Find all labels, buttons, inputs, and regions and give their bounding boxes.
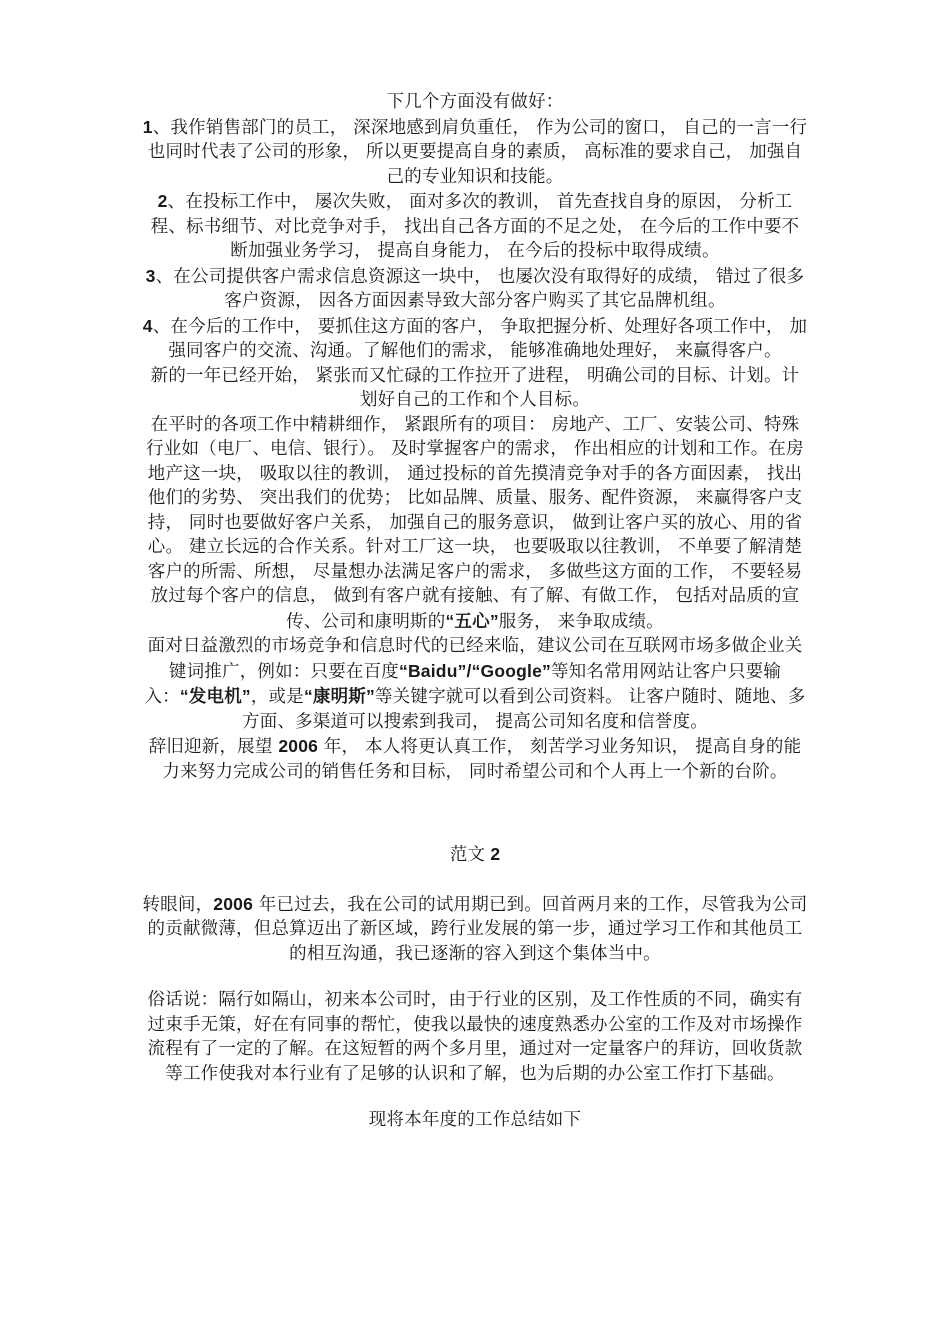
paragraph-spacer	[142, 1086, 808, 1108]
sample-paragraph-2: 俗话说：隔行如隔山，初来本公司时，由于行业的区别，及工作性质的不同，确实有过束手无策，好在有同事的帮忙，使我以最快的速度熟悉办公室的工作及对市场操作流程有了一定的了解。在这短暂的两个多月里，通过对一定量客户的拜访，回收货款等工作使我对本行业有了足够的认识和了解，也为后期的办公室工作打下基础。	[147, 990, 803, 1084]
item-text: 、我作销售部门的员工， 深深地感到肩负重任， 作为公司的窗口， 自己的一言一行也同时代表了公司的形象， 所以更要提高自身的素质， 高标准的要求自己， 加强自己的专业知识和技能。	[147, 117, 808, 187]
item-text: 、在投标工作中， 屡次失败， 面对多次的教训， 首先查找自身的原因， 分析工程、标书细节、对比竞争对手， 找出自己各方面的不足之处， 在今后的工作中要不断加强业务学习， 提高自身能力， 在今后的投标中取得成绩。	[150, 192, 800, 261]
list-item-2	[142, 189, 808, 264]
sample-paragraph-1	[142, 892, 808, 967]
heading-number: 2	[490, 844, 501, 864]
closing-text-a: 辞旧迎新，展望	[148, 737, 279, 757]
heading-spacer	[142, 868, 808, 892]
closing-year: 2006	[278, 736, 319, 756]
list-item-1	[142, 115, 808, 190]
sample-text-b: 年已过去，我在公司的试用期已到。回首两月来的工作，尽管我为公司的贡献微薄，但总算迈出了新区域，跨行业发展的第一步，通过学习工作和其他员工的相互沟通，我已逐渐的容入到这个集体当中。	[147, 894, 808, 964]
new-year-paragraph: 新的一年已经开始， 紧张而又忙碌的工作拉开了进程， 明确公司的目标、计划。计划好自己的工作和个人目标。	[150, 365, 800, 410]
closing-text-b: 年， 本人将更认真工作， 刻苦学习业务知识， 提高自身的能力来努力完成公司的销售任务和目标， 同时希望公司和个人再上一个新的台阶。	[162, 737, 802, 782]
internet-text-b: 等知名常用网站让客户只要输入：	[144, 661, 782, 707]
daily-work-end: 服务， 来争取成绩。	[498, 611, 664, 632]
item-text: 、在今后的工作中， 要抓住这方面的客户， 争取把握分析、处理好各项工作中， 加强同客户的交流、沟通。了解他们的需求， 能够准确地处理好， 来赢得客户。	[152, 316, 808, 361]
item-number: 4	[142, 315, 153, 336]
sample-paragraph-3: 现将本年度的工作总结如下	[368, 1110, 582, 1130]
document-page	[142, 90, 808, 1133]
item-number: 2	[157, 191, 168, 211]
sample-text-a: 转眼间，	[142, 894, 214, 915]
keyword-generator: “发电机”	[179, 686, 251, 706]
item-number: 1	[142, 116, 153, 137]
item-text: 、在公司提供客户需求信息资源这一块中， 也屡次没有取得好的成绩， 错过了很多客户资源， 因各方面因素导致大部分客户购买了其它品牌机组。	[155, 266, 805, 311]
list-item-4	[142, 314, 808, 364]
section-spacer	[142, 784, 808, 842]
list-item-3	[142, 264, 808, 314]
internet-text-c: ，或是	[250, 687, 304, 707]
sample-year: 2006	[213, 893, 254, 914]
closing-paragraph	[142, 734, 808, 784]
section-heading	[142, 842, 808, 868]
search-brands: “Baidu”/“Google”	[399, 660, 551, 681]
internet-paragraph	[142, 634, 808, 734]
daily-work-paragraph	[142, 413, 808, 635]
internet-text-d: 等关键字就可以看到公司资料。 让客户随时、随地、多方面、多渠道可以搜索到我司， 提高公司知名度和信誉度。	[242, 687, 806, 732]
intro-line: 下几个方面没有做好：	[386, 92, 564, 112]
internet-text-a: 面对日益激烈的市场竞争和信息时代的已经来临，建议公司在互联网市场多做企业关键词推广，例如：只要在百度	[147, 636, 803, 682]
item-number: 3	[145, 265, 156, 286]
keyword-cummins: “康明斯”	[303, 686, 375, 706]
daily-work-text: 在平时的各项工作中精耕细作， 紧跟所有的项目： 房地产、工厂、安装公司、特殊行业如（电厂、电信、银行）。 及时掌握客户的需求， 作出相应的计划和工作。在房地产这一块， 吸取以往的教训， 通过投标的首先摸清竞争对手的各方面因素， 找出他们的劣势、 突出我们的优势； 比如品牌、质量、服务、配件资源， 来赢得客户支持， 同时也要做好客户关系， 加强自己的服务意识， 做到让客户买的放心、用的省心。 建立长远的合作关系。针对工厂这一块， 也要吸取以往教训， 不单要了解清楚客户的所需、所想， 尽量想办法满足客户的需求， 多做些这方面的工作， 不要轻易放过每个客户的信息， 做到有客户就有接触、有了解、有做工作， 包括对品质的宣传、公司和康明斯的	[146, 414, 804, 632]
paragraph-spacer	[142, 966, 808, 988]
heading-text: 范文	[449, 845, 491, 865]
wuxin-quote: “五心”	[445, 610, 499, 631]
